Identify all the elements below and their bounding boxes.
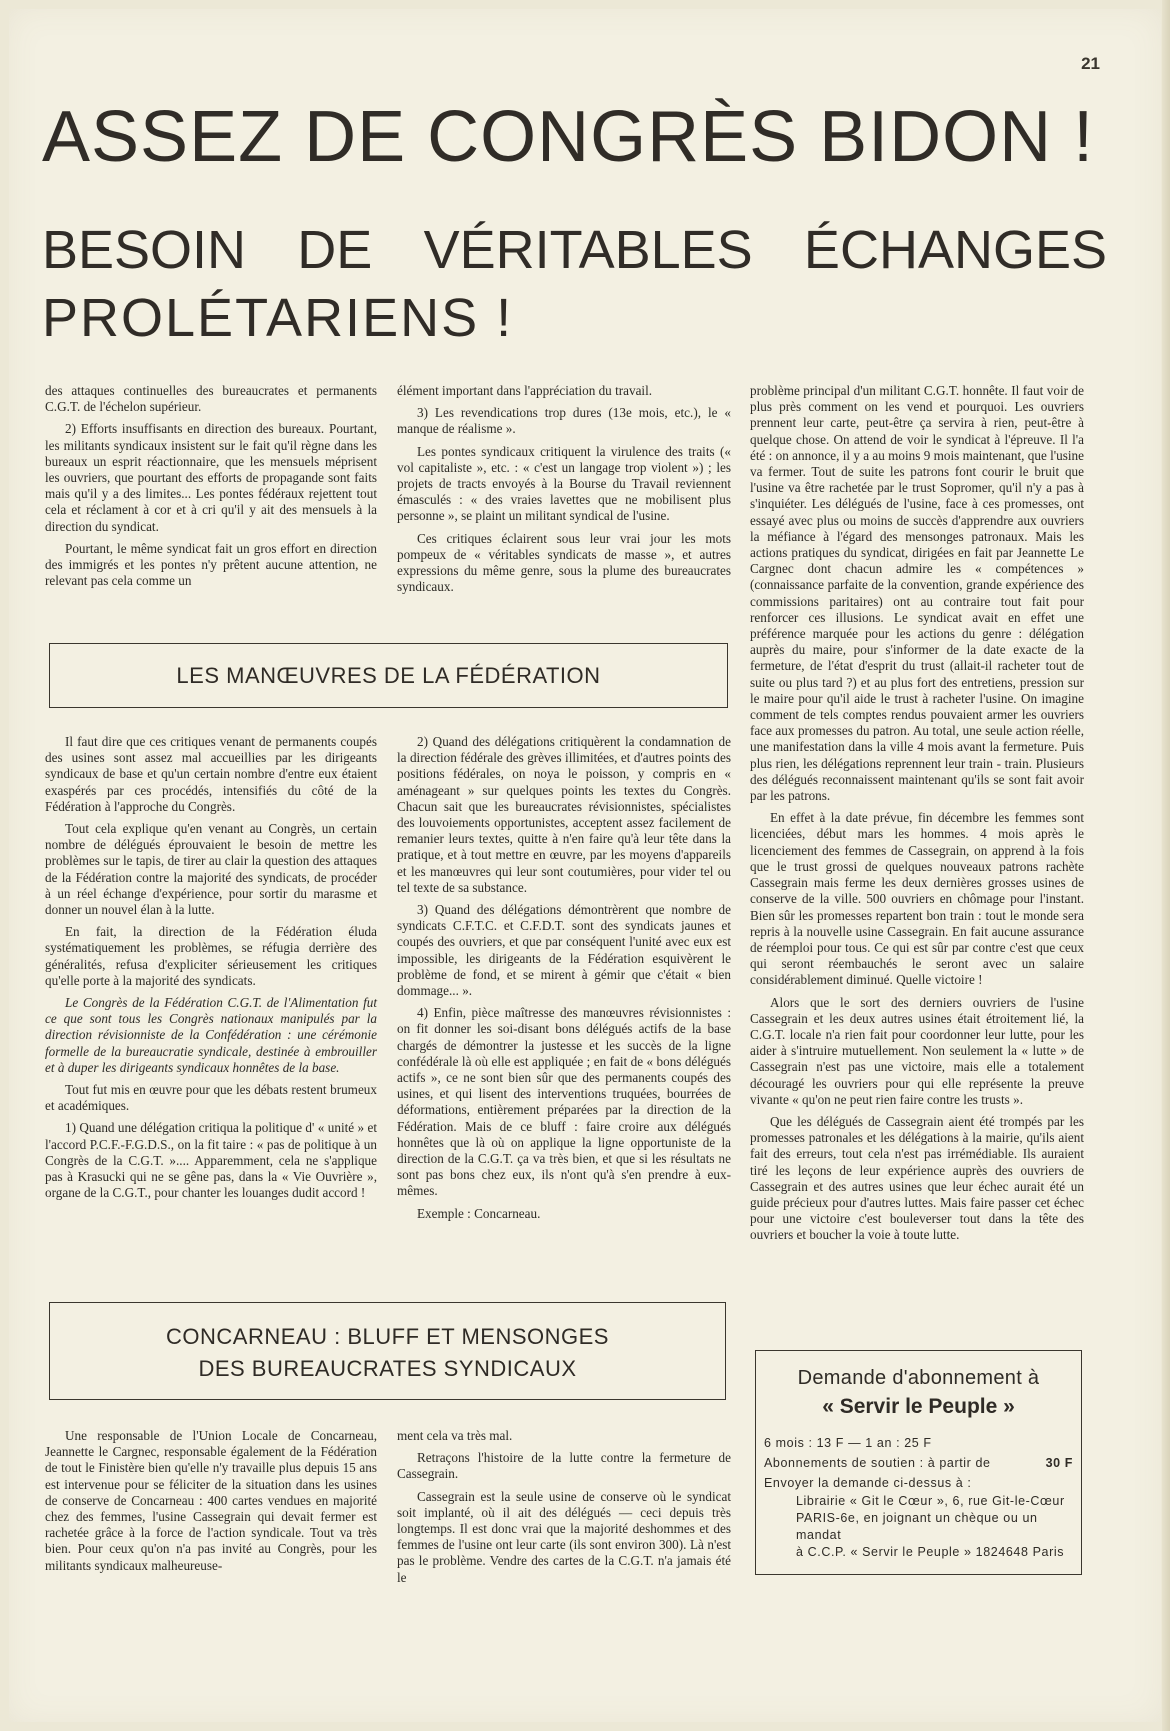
paragraph: Cassegrain est la seule usine de conserve où le syndicat soit implanté, où il ait des délégués — ceci depuis très longtemps. Il est donc vrai que la majorité deshommes et des femmes de l'usine ont leur carte (ils sont environ 300). Là n'est pas le problème. Vendre des cartes de la C.G.T. n'a jamais été le <box>397 1488 731 1585</box>
section-heading-line2: DES BUREAUCRATES SYNDICAUX <box>198 1356 577 1381</box>
page-number: 21 <box>1081 54 1100 73</box>
paragraph: Retraçons l'histoire de la lutte contre la fermeture de Cassegrain. <box>397 1450 731 1482</box>
paragraph: Les pontes syndicaux critiquent la virulence des traits (« vol capitaliste », etc. : « c'est un langage trop violent ») ; les projets de tracts envoyés à la Bourse du Travail reviennent émasculés : « des vraies lavettes que ne mobilisent plus personne », se plaint un militant syndical de l'usine. <box>397 443 731 524</box>
section-heading: LES MANŒUVRES DE LA FÉDÉRATION <box>176 663 601 688</box>
paragraph: problème principal d'un militant C.G.T. honnête. Il faut voir de plus près comment on les vend et pourquoi. Les ouvriers prennent leur carte, peut-être ça servira à rien, peut-être à quelque chose. On attend de voir le syndicat à l'épreuve. Il l'a été : on annonce, il y a au moins 9 mois maintenant, que l'usine va fermer. Tout de suite les patrons font courir le bruit que l'usine va être rachetée par le trust Sopromer, qu'il n'y a pas à s'inquiéter. Les délégués de l'usine, face à ces promesses, ont essayé avec plus ou moins de succès d'apprendre aux ouvriers la méfiance à l'égard des mensonges patronaux. Mais les actions pratiques du syndicat, dirigées en fait par Jeannette Le Cargnec dont chacun admire les « compétences » (connaissance parfaite de la convention, grande expérience des commissions paritaires) ont au contraire tout fait pour renforcer ces illusions. Le syndicat avait en effet une préférence marquée pour les actions du genre : délégation auprès du maire, pour s'informer de la date exacte de la fermeture, de l'état d'esprit du trust (allait-il racheter tout de suite ou plus tard ?) et au plus fort des entretiens, pression sur le maire pour qu'il aide le trust à racheter l'usine. On imagine comment de tels comptes rendus pouvaient armer les ouvriers face aux promesses du patron. Au total, une seule action réelle, une manifestation dans la ville 4 mois avant la fermeture. Puis plus rien, les délégations reprennent leur train - train. Plusieurs des délégués reconnaissent maintenant qu'ils se sont fait avoir par les patrons. <box>750 383 1084 804</box>
page-edge <box>1162 0 1170 1731</box>
section-heading-line1: CONCARNEAU : BLUFF ET MENSONGES <box>166 1324 609 1349</box>
paragraph: En effet à la date prévue, fin décembre les femmes sont licenciées, début mars les hommes. 4 mois après le licenciement des femmes de Cassegrain, on apprend à la fois que le trust grossi de quelques nouveaux patrons rachète Cassegrain mais ferme les deux dernières grosses usines de conserve de la ville. 500 ouvriers en chômage pour l'instant. Bien sûr les promesses repartent bon train : tout le monde sera repris à la nouvelle usine Cassegrain. En fait aucune assurance de réemploi pour tous. Ce qui est sûr par contre c'est que ceux qui seront réembauchés le seront avec un salaire considérablement diminué. Quelle victoire ! <box>750 810 1084 988</box>
headline-main: ASSEZ DE CONGRÈS BIDON ! <box>42 97 1095 177</box>
paragraph: 1) Quand une délégation critiqua la politique d' « unité » et l'accord P.C.F.-F.G.D.S., on la fit taire : « pas de politique à un Congrès de la C.G.T. ».... Apparemment, cela ne s'applique pas à Krasucki qui ne se gêne pas, dans la « Vie Ouvrière », organe de la C.G.T., pour chanter les louanges dudit accord ! <box>45 1120 377 1201</box>
subscription-soutien-label: Abonnements de soutien : à partir de <box>764 1456 991 1470</box>
section-heading-box <box>49 1302 726 1400</box>
paragraph: Ces critiques éclairent sous leur vrai jour les mots pompeux de « véritables syndicats de masse », et autres expressions du même genre, sous la plume des bureaucrates syndicaux. <box>397 530 731 595</box>
paragraph: ment cela va très mal. <box>397 1428 513 1443</box>
paragraph: des attaques continuelles des bureaucrates et permanents C.G.T. de l'échelon supérieur. <box>45 383 377 415</box>
paragraph: Tout cela explique qu'en venant au Congrès, un certain nombre de délégués éprouvaient le besoin de mettre les problèmes sur le tapis, de tirer au clair la question des attaques de la Fédération contre la majorité des syndicats, de procéder à un réel échange d'expérience, pour sortir du marasme et donner un nouvel élan à la lutte. <box>45 821 377 918</box>
paragraph: 3) Quand des délégations démontrèrent que nombre de syndicats C.F.T.C. et C.F.D.T. sont des syndicats jaunes et coupés des ouvriers, et que par conséquent l'unité avec eux est impossible, les dirigeants de la Fédération esquivèrent le problème de fond, et se mirent à gémir que c'était « bien dommage... ». <box>397 902 731 999</box>
headline-sub-line2: PROLÉTARIENS ! <box>42 288 514 348</box>
subscription-send-to: Envoyer la demande ci-dessus à : <box>764 1476 972 1490</box>
subscription-pricing: 6 mois : 13 F — 1 an : 25 F <box>764 1436 932 1450</box>
paragraph: élément important dans l'appréciation du travail. <box>397 383 653 398</box>
paragraph: Pourtant, le même syndicat fait un gros effort en direction des immigrés et les pontes n'y prêtent aucune attention, ne relevant pas cela comme un <box>45 540 377 589</box>
paragraph: Il faut dire que ces critiques venant de permanents coupés des usines sont assez mal accueillies par les dirigeants syndicaux de base et qu'un certain nombre d'entre eux étaient exaspérés par ces procédés, intensifiés du côté de la Fédération à l'approche du Congrès. <box>45 734 377 814</box>
paragraph-italic: Le Congrès de la Fédération C.G.T. de l'Alimentation fut ce que sont tous les Congrès nationaux manipulés par la direction révisionniste de la Confédération : une cérémonie formelle de la bureaucratie syndicale, destinée à embrouiller et à duper les dirigeants syndicaux honnêtes de la base. <box>45 995 377 1075</box>
paragraph: 2) Efforts insuffisants en direction des bureaux. Pourtant, les militants syndicaux insistent sur le fait qu'il règne dans les bureaux un esprit réactionnaire, que les mensuels méprisent les ouvriers, que pourtant des efforts de propagande sont faits mais qu'il y a des limites... Les pontes fédéraux rejettent tout cela et réclament à cor et à cri qu'il y ait des mensuels à la direction du syndicat. <box>45 421 377 534</box>
top-column-2 <box>397 383 731 601</box>
paragraph: Tout fut mis en œuvre pour que les débats restent brumeux et académiques. <box>45 1082 377 1114</box>
top-column-1 <box>45 383 377 595</box>
headline-sub-line1: BESOIN DE VÉRITABLES ÉCHANGES <box>42 220 1107 280</box>
paragraph: Alors que le sort des derniers ouvriers de l'usine Cassegrain et les deux autres usines était étroitement lié, la C.G.T. locale n'a rien fait pour coordonner leur lutte, pour les aider à s'intruire mutuellement. Non seulement la « lutte » de Cassegrain n'est pas une victoire, mais elle a totalement découragé les ouvriers pour qui elle représente la preuve vivante « qu'on ne peut rien faire contre les trusts ». <box>750 994 1084 1107</box>
paragraph: En fait, la direction de la Fédération éluda systématiquement les problèmes, se réfugia derrière des généralités, refusa d'expliciter sérieusement les critiques qu'elle porte à la majorité des syndicats. <box>45 924 377 988</box>
subscription-newspaper-name: « Servir le Peuple » <box>822 1395 1015 1418</box>
paragraph: 4) Enfin, pièce maîtresse des manœuvres révisionnistes : on fit donner les soi-disant bons délégués actifs de la base chargés de démontrer la justesse et les succès de la ligne confédérale là où elle est appliquée ; en fait de « bons délégués actifs », ce ne sont bien sûr que des permanents coupés des usines, et qui lisent des interventions truquées, bourrées de déformations, entièrement préparées par la direction de la Fédération. Mais de ce bluff : faire croire aux délégués honnêtes que là où on applique la ligne opportuniste de la direction de la C.G.T. ça va très bien, et que si les résultats ne sont pas bons chez eux, ils n'ont qu'à s'en prendre à eux-mêmes. <box>397 1005 731 1199</box>
section2-column-2 <box>397 1428 731 1592</box>
subscription-soutien-value: 30 F <box>1045 1456 1073 1470</box>
paragraph: Que les délégués de Cassegrain aient été trompés par les promesses patronales et les délégations à la mairie, qu'ils aient fait des erreurs, tout cela n'est pas irrémédiable. Ils auraient tiré les leçons de leur expérience auprès des ouvriers de Cassegrain et des autres usines que leur échec aurait été un guide précieux pour d'autres luttes. Mais faire passer cet échec pour une victoire c'est bouleverser tout dans la tête des ouvriers et boucher la voie à toute lutte. <box>750 1113 1084 1243</box>
section1-column-1 <box>45 734 377 1207</box>
subscription-ccp: à C.C.P. « Servir le Peuple » 1824648 Paris <box>796 1545 1065 1559</box>
paragraph: 2) Quand des délégations critiquèrent la condamnation de la direction fédérale des grèves illimitées, et d'autres points des positions fédérales, on noya le poisson, y compris en « aménageant » sur quelques points les textes du Congrès. Chacun sait que les bureaucrates révisionnistes, spécialistes des louvoiements opportunistes, acceptent assez facilement de remanier leurs textes, quitte à n'en faire qu'à leur tête dans la pratique, et à tout mettre en œuvre, par les moyens d'appareils et les manœuvres qui leur sont coutumières, pour vider tel ou tel texte de sa substance. <box>397 734 731 895</box>
section2-column-1 <box>45 1428 377 1580</box>
section1-column-2 <box>397 734 731 1228</box>
subscription-soutien <box>764 1453 1073 1473</box>
paragraph: Une responsable de l'Union Locale de Concarneau, Jeannette le Cargnec, responsable également de la Fédération de tout le Finistère bien qu'elle n'y travaille plus depuis 15 ans est intervenue pour se féliciter de la situation dans les usines de conserve de Concarneau : 400 cartes vendues en majorité chez des femmes, l'usine Cassegrain qui devait fermer est rachetée grâce à la force de l'action syndicale. Tout va très bien. Pour ceux qu'on n'a pas invité au Congrès, pour les militants syndicaux malheureuse- <box>45 1428 377 1573</box>
subscription-box <box>755 1350 1082 1575</box>
paragraph: 3) Les revendications trop dures (13e mois, etc.), le « manque de réalisme ». <box>397 405 731 437</box>
right-column <box>750 383 1084 1250</box>
paragraph: Exemple : Concarneau. <box>417 1205 541 1221</box>
subscription-title: Demande d'abonnement à <box>797 1367 1040 1389</box>
subscription-address: Librairie « Git le Cœur », 6, rue Git-le-Cœur PARIS-6e, en joignant un chèque ou un mandat <box>796 1494 1065 1542</box>
section-heading-box <box>49 643 728 708</box>
